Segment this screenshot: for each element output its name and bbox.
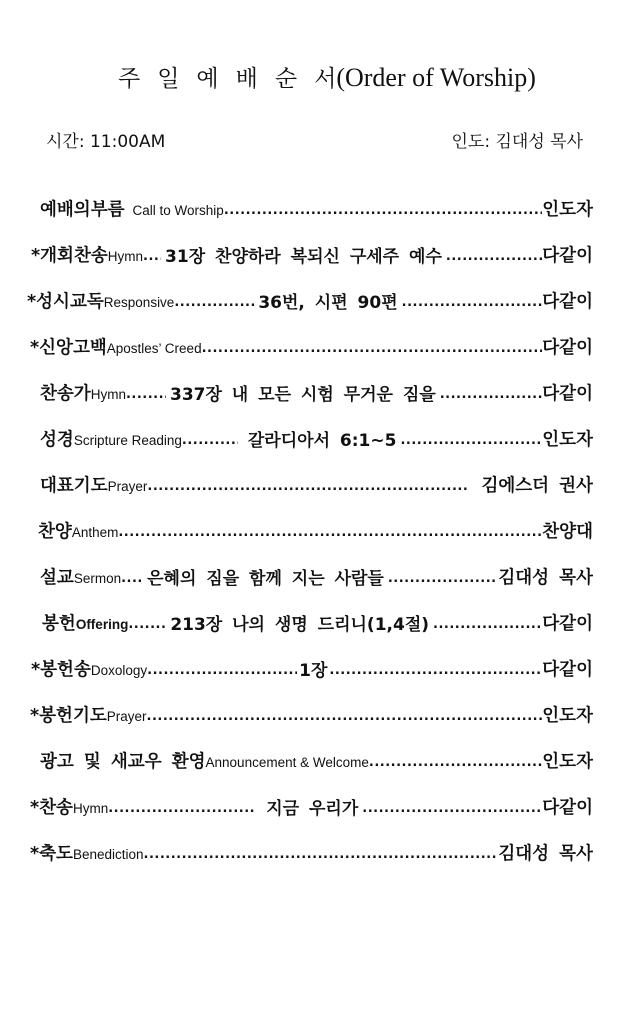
item-responsible: 김대성 목사: [498, 567, 593, 588]
leader-dots: [121, 571, 143, 586]
item-english: Hymn: [107, 248, 144, 264]
leader-dots: [147, 479, 467, 494]
item-responsible: 찬양대: [542, 521, 593, 542]
order-item-prayer: [0, 462, 639, 506]
item-english: Call to Worship: [132, 202, 224, 218]
item-english: Responsive: [103, 294, 175, 310]
item-detail: 갈라디아서 6:1~5: [247, 430, 397, 451]
item-korean: *성시교독: [27, 291, 104, 312]
item-responsible: 김에스더 권사: [481, 475, 593, 496]
leader-dots: [144, 847, 499, 862]
title-english: (Order of Worship): [336, 63, 536, 92]
order-item-responsive-reading: [0, 278, 639, 322]
leader-dots: [174, 295, 254, 310]
item-detail: 지금 우리가: [266, 798, 359, 819]
item-english: Benediction: [72, 846, 144, 862]
item-korean: 찬양: [38, 521, 72, 542]
item-korean: 설교: [40, 567, 74, 588]
item-responsible: 다같이: [542, 797, 593, 818]
leader-dots: [362, 801, 542, 816]
leader-dots: [147, 663, 297, 678]
order-item-announcements: [0, 738, 639, 782]
leader-dots: [128, 617, 166, 632]
order-item-offering: [0, 600, 639, 644]
item-responsible: 다같이: [542, 245, 593, 266]
order-item-anthem: [0, 508, 639, 552]
item-responsible: 다같이: [542, 291, 593, 312]
item-responsible: 다같이: [542, 337, 593, 358]
item-korean: *축도: [30, 843, 73, 864]
leader-dots: [108, 801, 254, 816]
item-detail: 1장: [299, 660, 328, 681]
item-english: Prayer: [106, 708, 147, 724]
item-english: Hymn: [90, 386, 126, 402]
item-english: Prayer: [107, 478, 148, 494]
leader-dots: [400, 433, 542, 448]
item-responsible: 인도자: [542, 705, 593, 726]
leader-dots: [224, 203, 542, 218]
order-item-apostles-creed: [0, 324, 639, 368]
item-korean: 봉헌: [42, 613, 76, 634]
item-responsible: 다같이: [542, 383, 593, 404]
item-detail: 31장 찬양하라 복되신 구세주 예수: [165, 246, 442, 267]
leader-dots: [369, 755, 542, 770]
item-korean: 찬송가: [40, 383, 91, 404]
item-english: Anthem: [71, 524, 119, 540]
item-english: Announcement & Welcome: [205, 754, 369, 770]
item-english: Sermon: [73, 570, 122, 586]
item-english: Doxology: [90, 662, 148, 678]
item-detail: 213장 나의 생명 드리니(1,4절): [170, 614, 430, 635]
item-korean: *개회찬송: [31, 245, 108, 266]
order-item-call-to-worship: [0, 186, 639, 230]
leader-dots: [388, 571, 499, 586]
service-leader: 인도: 김대성 목사: [451, 132, 583, 152]
order-item-opening-hymn: [0, 232, 639, 276]
item-detail: 337장 내 모든 시험 무거운 짐을: [169, 384, 436, 405]
item-detail: 36번, 시편 90편: [258, 292, 398, 313]
item-english: Scripture Reading: [73, 432, 182, 448]
leader-dots: [126, 387, 166, 402]
leader-dots: [329, 663, 542, 678]
item-korean: *찬송: [30, 797, 73, 818]
leader-dots: [182, 433, 238, 448]
leader-dots: [202, 341, 543, 356]
item-english: Apostles’ Creed: [106, 340, 202, 356]
order-item-benediction: [0, 830, 639, 874]
leader-dots: [147, 709, 543, 724]
item-responsible: 인도자: [542, 199, 593, 220]
item-detail: 은혜의 짐을 함께 지는 사람들: [147, 568, 384, 589]
service-time: 시간: 11:00AM: [46, 132, 166, 152]
leader-dots: [446, 249, 542, 264]
leader-dots: [440, 387, 543, 402]
order-item-closing-hymn: [0, 784, 639, 828]
item-responsible: 김대성 목사: [498, 843, 593, 864]
page-title: [118, 58, 618, 99]
item-korean: 성경: [40, 429, 74, 450]
item-korean: *신앙고백: [30, 337, 107, 358]
item-responsible: 인도자: [542, 751, 593, 772]
item-responsible: 다같이: [542, 613, 593, 634]
order-item-scripture: [0, 416, 639, 460]
item-korean: 광고 및 새교우 환영: [40, 751, 206, 772]
order-item-offering-prayer: [0, 692, 639, 736]
item-responsible: 다같이: [542, 659, 593, 680]
item-korean: *봉헌송: [31, 659, 91, 680]
item-korean: *봉헌기도: [30, 705, 107, 726]
leader-dots: [433, 617, 542, 632]
order-item-doxology: [0, 646, 639, 690]
item-english: Offering: [75, 616, 129, 632]
order-item-sermon: [0, 554, 639, 598]
leader-dots: [143, 249, 161, 264]
leader-dots: [118, 525, 542, 540]
title-korean: 주일예배순서: [118, 66, 354, 92]
leader-dots: [402, 295, 543, 310]
item-korean: 대표기도: [40, 475, 108, 496]
item-responsible: 인도자: [542, 429, 593, 450]
order-item-hymn: [0, 370, 639, 414]
item-english: Hymn: [72, 800, 109, 816]
item-korean: 예배의부름: [40, 199, 125, 220]
